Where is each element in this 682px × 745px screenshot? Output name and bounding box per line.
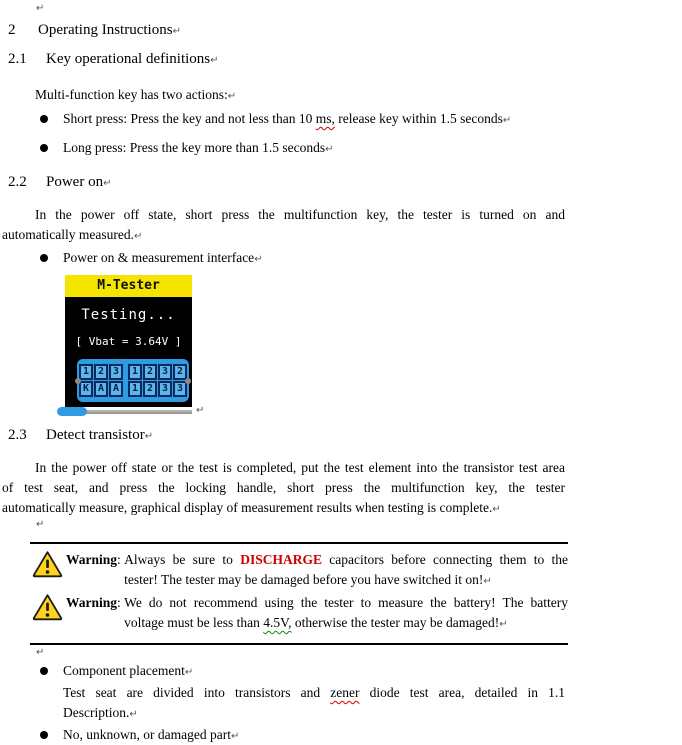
text-segment: release key within 1.5 seconds — [334, 111, 503, 126]
bullet-text — [63, 109, 511, 129]
tester-status-text: Testing... — [81, 307, 176, 323]
section-heading-2-1 — [8, 50, 682, 68]
detect-transistor-paragraph — [2, 458, 565, 518]
pin-cell: 2 — [143, 381, 157, 397]
text-segment: diode test area, detailed in 1.1 — [359, 685, 565, 700]
text-segment: automatically measure, graphical display of measurement results when testing is complete. — [2, 500, 493, 515]
image-scrollbar — [65, 408, 192, 417]
paragraph-mark: ↵ — [499, 619, 508, 630]
paragraph-mark: ↵ — [129, 709, 138, 720]
paragraph-mark: ↵ — [502, 115, 512, 126]
warning-triangle-icon — [32, 550, 64, 584]
paragraph-mark — [36, 3, 682, 17]
document-page — [0, 3, 682, 742]
pin-cell: 3 — [173, 381, 187, 397]
panel-right-dot — [185, 378, 191, 384]
pin-cell: A — [109, 381, 123, 397]
text-segment: Test seat are divided into transistors and — [63, 685, 331, 700]
warning-label — [66, 550, 124, 570]
tester-pin-panel — [77, 359, 189, 402]
warning-table — [30, 542, 568, 645]
paragraph-mark-glyph: ↵ — [36, 3, 45, 14]
warning-label-text: Warning — [66, 552, 118, 567]
pin-group-gap — [124, 381, 128, 397]
pin-cell: 1 — [79, 364, 93, 380]
paragraph-mark-glyph: ↵ — [36, 647, 45, 658]
pin-cell: 2 — [173, 364, 187, 380]
grammar-underlined-word: 4.5V, — [263, 615, 292, 630]
scrollbar-track — [81, 410, 192, 414]
text-segment: Description. — [63, 705, 130, 720]
pin-cell: 1 — [128, 381, 142, 397]
tester-battery-text: [ Vbat = 3.64V ] — [75, 335, 182, 348]
bullet-icon — [40, 731, 48, 739]
bullet-icon — [40, 254, 48, 262]
pin-cell: 3 — [158, 381, 172, 397]
text-segment: No, unknown, or damaged part — [63, 727, 231, 742]
paragraph-line — [63, 703, 565, 723]
section-number: 2.1 — [8, 51, 27, 67]
pin-cell: 1 — [128, 364, 142, 380]
text-segment: Component placement — [63, 663, 185, 678]
paragraph-line: of test seat, and press the locking handle, short press the multifunction key, the tester — [2, 480, 565, 495]
bullet-long-press — [40, 138, 682, 158]
pin-cell: A — [94, 381, 108, 397]
section-title: Power on — [46, 174, 104, 190]
paragraph-line — [2, 225, 565, 245]
bullet-short-press — [40, 109, 682, 129]
section-title: Key operational definitions — [46, 51, 211, 67]
paragraph-mark-glyph: ↵ — [36, 519, 45, 530]
scrollbar-thumb — [57, 407, 87, 416]
section-heading-2 — [8, 21, 682, 39]
text-segment: tester! The tester may be damaged before you have switched it on! — [124, 572, 484, 587]
paragraph-mark: ↵ — [483, 576, 492, 587]
key-definitions-intro — [35, 85, 682, 105]
paragraph-mark: ↵ — [196, 405, 205, 416]
section-number: 2.3 — [8, 427, 27, 443]
bullet-icon — [40, 667, 48, 675]
warning-colon: : — [117, 552, 125, 567]
bullet-icon — [40, 144, 48, 152]
spellcheck-underlined-word: ms, — [315, 111, 335, 126]
paragraph-line: In the power off state or the test is completed, put the test element into the transistor test area — [35, 460, 565, 475]
tester-lcd-body — [65, 297, 192, 407]
power-on-paragraph — [2, 205, 565, 245]
panel-left-dot — [75, 378, 81, 384]
text-segment: Short press: Press the key and not less than 10 — [63, 111, 316, 126]
text-segment: Long press: Press the key more than 1.5 seconds — [63, 140, 326, 155]
warning-text — [124, 550, 568, 590]
bullet-no-unknown-damaged — [40, 725, 682, 745]
paragraph-mark: ↵ — [184, 667, 194, 678]
bullet-text — [63, 661, 193, 681]
text-segment: Power on & measurement interface — [63, 250, 255, 265]
warning-text — [124, 593, 568, 633]
paragraph-mark: ↵ — [103, 178, 112, 189]
pin-cell: 2 — [143, 364, 157, 380]
pin-row-1 — [79, 364, 187, 380]
paragraph-mark: ↵ — [325, 144, 334, 155]
intro-text: Multi-function key has two actions: — [35, 87, 228, 102]
paragraph-line: In the power off state, short press the multifunction key, the tester is turned on and — [35, 207, 565, 222]
paragraph-mark: ↵ — [172, 26, 181, 37]
pin-cell: 2 — [94, 364, 108, 380]
paragraph-mark: ↵ — [144, 431, 154, 442]
bullet-text — [63, 138, 333, 158]
section-number: 2 — [8, 22, 16, 38]
bullet-text — [63, 248, 263, 268]
text-segment: voltage must be less than — [124, 615, 264, 630]
text-segment: Always be sure to — [124, 552, 241, 567]
warning-line: We do not recommend using the tester to measure the battery! The battery — [124, 595, 568, 610]
warning-line — [124, 570, 568, 590]
warning-row-battery — [32, 593, 568, 633]
spellcheck-underlined-word: zener — [330, 685, 360, 700]
bullet-power-on-interface — [40, 248, 682, 268]
paragraph-mark: ↵ — [210, 55, 219, 66]
section-number: 2.2 — [8, 174, 27, 190]
section-title: Operating Instructions — [38, 22, 173, 38]
paragraph-line — [63, 683, 565, 703]
paragraph-mark — [36, 647, 682, 660]
paragraph-mark — [36, 519, 682, 532]
bullet-component-placement — [40, 661, 682, 681]
discharge-emphasis: DISCHARGE — [240, 552, 322, 567]
paragraph-line — [2, 498, 565, 518]
warning-line — [124, 550, 568, 570]
paragraph-mark: ↵ — [133, 231, 143, 242]
pin-cell: K — [79, 381, 93, 397]
paragraph-mark: ↵ — [492, 504, 501, 515]
warning-colon: : — [117, 595, 125, 610]
paragraph-mark: ↵ — [254, 254, 263, 265]
pin-cell: 3 — [109, 364, 123, 380]
text-segment: automatically measured. — [2, 227, 134, 242]
warning-label — [66, 593, 124, 613]
component-paragraph — [63, 683, 565, 723]
section-heading-2-2 — [8, 173, 682, 191]
warning-triangle-icon — [32, 593, 64, 627]
pin-group-gap — [124, 364, 128, 380]
tester-screen-image — [65, 275, 192, 417]
paragraph-mark: ↵ — [230, 731, 240, 742]
warning-label-text: Warning — [66, 595, 118, 610]
section-title: Detect transistor — [46, 427, 145, 443]
tester-title-bar: M-Tester — [65, 275, 192, 297]
text-segment: otherwise the tester may be damaged! — [291, 615, 500, 630]
bullet-icon — [40, 115, 48, 123]
warning-row-discharge — [32, 550, 568, 590]
pin-cell: 3 — [158, 364, 172, 380]
paragraph-mark: ↵ — [227, 91, 237, 102]
text-segment: capacitors before connecting them to the — [321, 552, 568, 567]
section-heading-2-3 — [8, 426, 682, 444]
pin-row-2 — [79, 381, 187, 397]
tester-screen-figure[interactable] — [65, 275, 682, 417]
warning-line — [124, 613, 568, 633]
bullet-text — [63, 725, 239, 745]
